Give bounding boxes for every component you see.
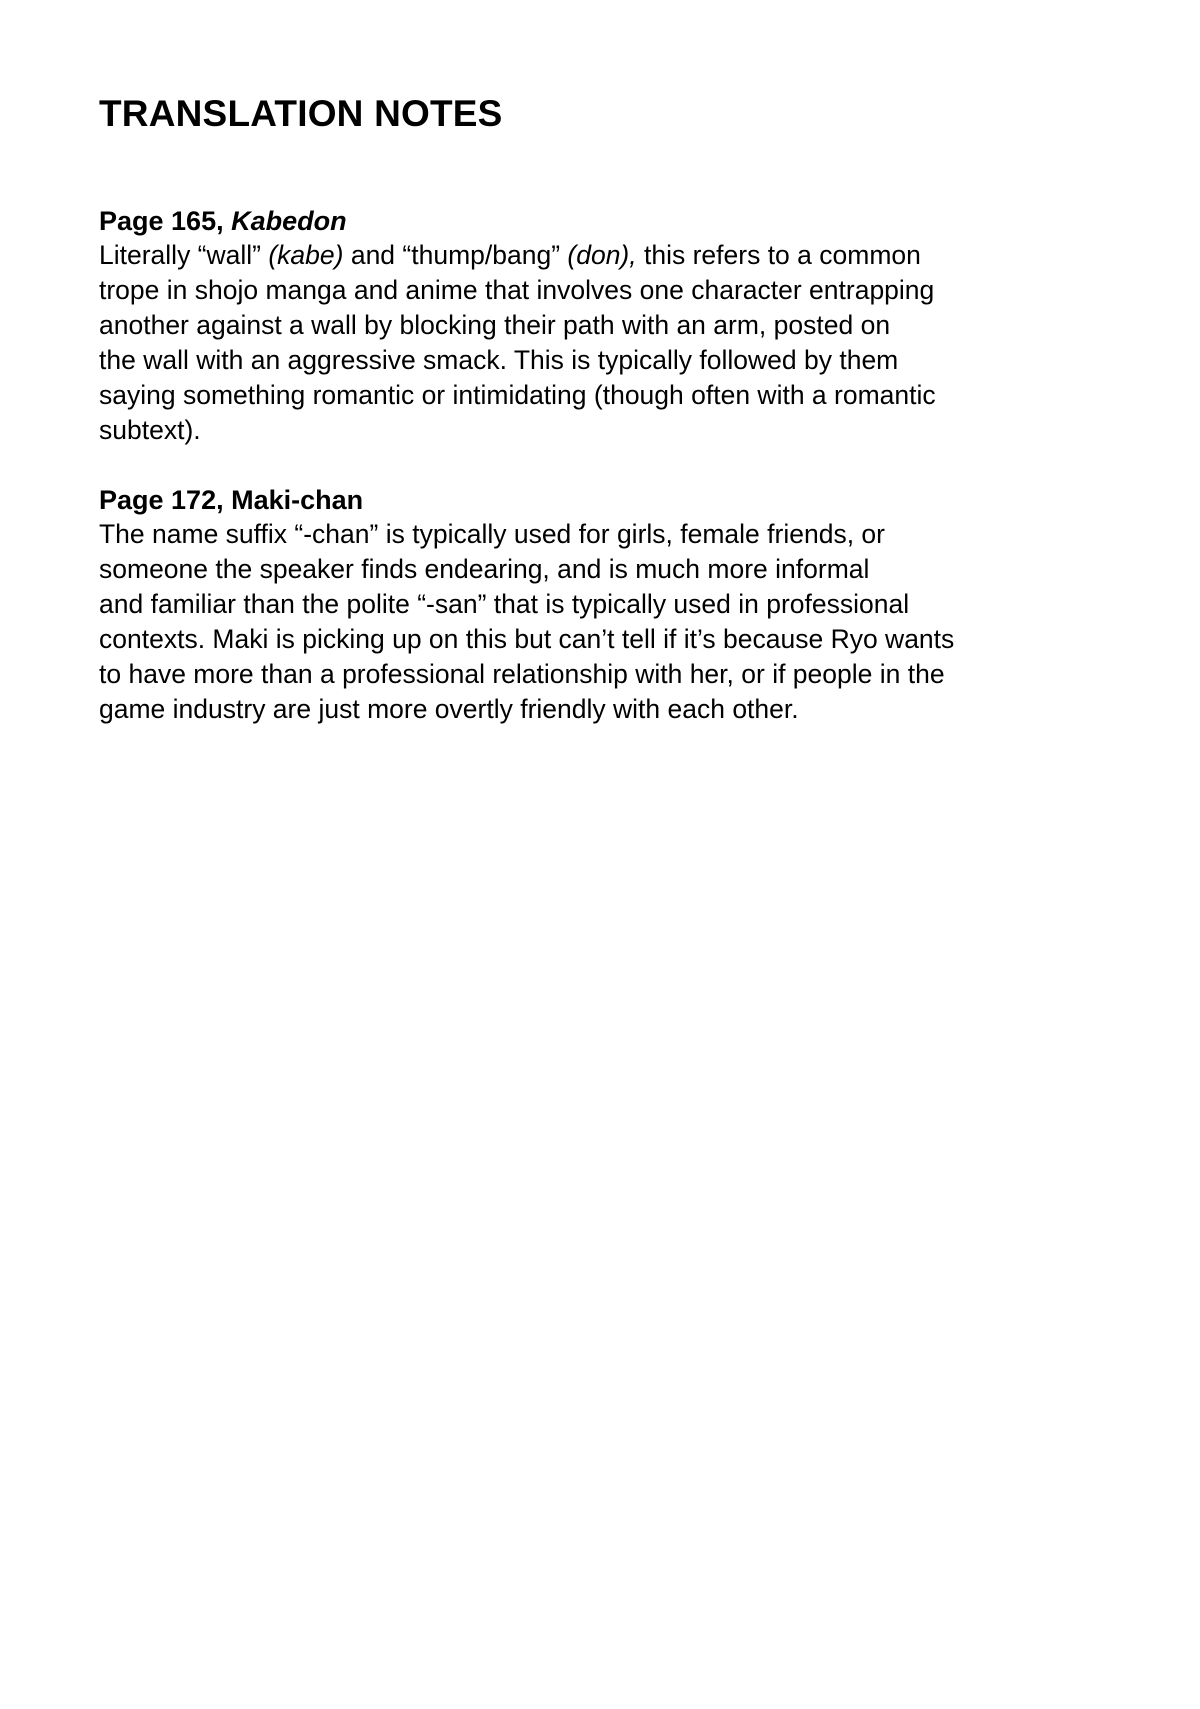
note-heading-prefix: Page 165, [99, 206, 232, 236]
note-heading: Page 172, Maki-chan [99, 485, 364, 515]
note-line: someone the speaker finds endearing, and is much more informal [99, 554, 870, 584]
note-line: another against a wall by blocking their path with an arm, posted on [99, 310, 891, 340]
page-title: TRANSLATION NOTES [99, 93, 503, 134]
note-line: game industry are just more overtly friendly with each other. [99, 694, 799, 724]
note-line: subtext). [99, 415, 201, 445]
document-page [99, 92, 1099, 727]
text-run-italic: (don), [567, 240, 637, 270]
note-line: trope in shojo manga and anime that involves one character entrapping [99, 275, 935, 305]
note-line: contexts. Maki is picking up on this but can’t tell if it’s because Ryo wants [99, 624, 955, 654]
note-maki-chan [99, 483, 1099, 727]
note-heading-term: Kabedon [231, 206, 347, 236]
note-line: and familiar than the polite “-san” that is typically used in professional [99, 589, 910, 619]
text-run: this refers to a common [636, 240, 921, 270]
note-heading [99, 204, 1099, 238]
note-line: The name suffix “-chan” is typically used for girls, female friends, or [99, 519, 885, 549]
note-line: saying something romantic or intimidating (though often with a romantic [99, 380, 936, 410]
text-run-italic: (kabe) [268, 240, 344, 270]
note-line [99, 238, 1099, 273]
note-body [99, 238, 1099, 448]
text-run: and “thump/bang” [343, 240, 568, 270]
note-body [99, 517, 1099, 727]
note-line: the wall with an aggressive smack. This is typically followed by them [99, 345, 899, 375]
note-kabedon [99, 204, 1099, 448]
note-line: to have more than a professional relationship with her, or if people in the [99, 659, 945, 689]
text-run: Literally “wall” [99, 240, 269, 270]
